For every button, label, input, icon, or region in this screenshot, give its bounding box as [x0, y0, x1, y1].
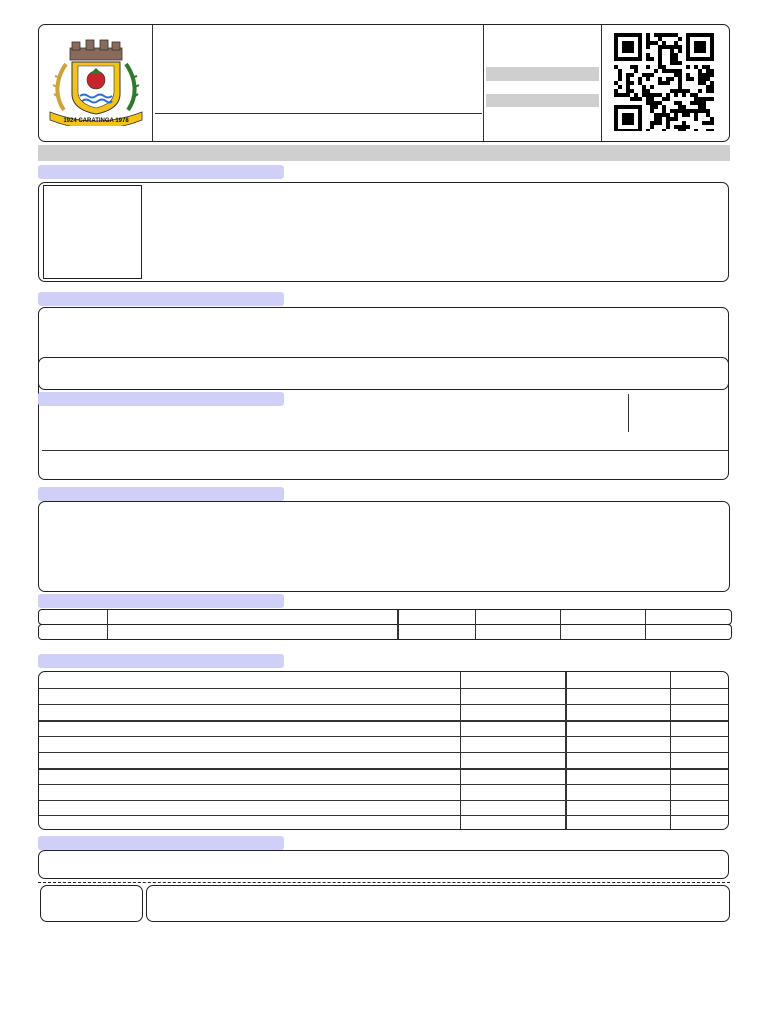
- section-5-header-bar: [38, 594, 284, 608]
- header-divider-2: [483, 25, 484, 141]
- section-6-table: [38, 671, 729, 830]
- section-4-box: [38, 501, 730, 592]
- section-4-header-bar: [38, 487, 284, 501]
- section-2-header-bar: [38, 292, 284, 306]
- section-5-header-row: [38, 609, 732, 625]
- municipal-coat-of-arms-icon: [44, 38, 148, 126]
- qr-code-icon: [612, 33, 716, 131]
- photo-placeholder: [43, 185, 142, 279]
- section-7-box: [38, 850, 729, 879]
- section-6-row-line: [39, 720, 728, 722]
- section-1-header-bar: [38, 165, 284, 179]
- section-3-header-bar: [38, 392, 284, 406]
- title-band: [38, 145, 730, 161]
- section-5-col-2: [397, 610, 399, 639]
- header-field-1: [486, 67, 599, 81]
- section-6-row-line: [39, 704, 728, 705]
- section-5-col-5: [645, 610, 646, 639]
- section-6-row-line: [39, 800, 728, 801]
- section-3-rule: [42, 450, 728, 451]
- coat-of-arms-ribbon-text: 1924 CARATINGA 1978: [63, 118, 129, 124]
- stub-wide-box: [146, 885, 730, 922]
- section-6-col-3: [670, 672, 671, 829]
- section-6-col-1: [460, 672, 461, 829]
- stub-small-box: [40, 885, 143, 922]
- section-7-header-bar: [38, 836, 284, 850]
- section-6-row-line: [39, 784, 728, 785]
- section-6-row-line: [39, 736, 728, 737]
- section-5-col-1: [107, 610, 108, 639]
- section-6-row-line: [39, 768, 728, 770]
- section-5-data-row: [38, 624, 732, 640]
- header-field-2: [486, 94, 599, 107]
- section-6-col-2: [565, 672, 567, 829]
- header-divider-1: [152, 25, 153, 141]
- section-3-divider: [628, 394, 629, 432]
- section-6-row-line: [39, 815, 728, 816]
- header-title-underline: [155, 113, 482, 114]
- section-6-row-line: [39, 688, 728, 689]
- header-divider-3: [601, 25, 602, 141]
- section-6-header-bar: [38, 654, 284, 668]
- section-5-col-4: [560, 610, 561, 639]
- section-5-col-3: [475, 610, 476, 639]
- cut-line: [38, 882, 730, 883]
- section-6-row-line: [39, 752, 728, 753]
- section-2-inner-row: [38, 357, 729, 390]
